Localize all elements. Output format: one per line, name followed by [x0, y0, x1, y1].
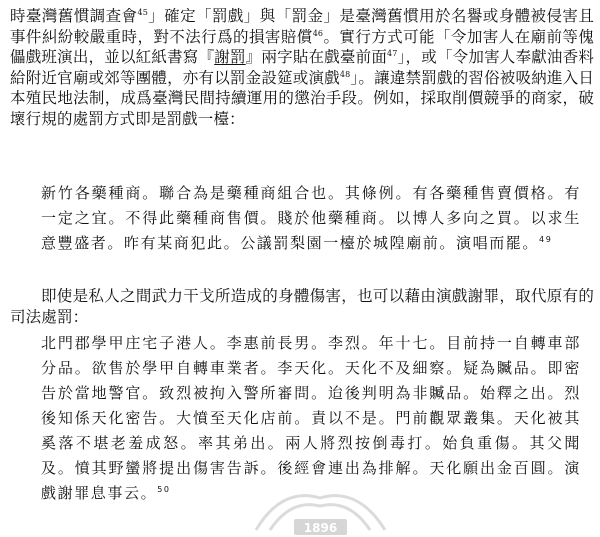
paragraph-text: 時臺灣舊慣調查會: [10, 7, 138, 25]
footnote-marker: 45: [137, 7, 148, 17]
paragraph-text: 。實行方式可能「令加害人在廟前等傀儡戲班演出，並以紅紙書寫『: [10, 27, 594, 66]
paragraph-text: 」。讓違禁罰戲的習俗被吸納進入日本殖民地法制，成爲臺灣民間持續運用的懲治手段。例如，採取削價競爭的商家，破壞行規的處罰方式即是罰戲一檯：: [10, 68, 594, 128]
footnote-marker: 47: [387, 48, 398, 58]
footnote-marker: 50: [157, 485, 171, 494]
footnote-marker: 46: [312, 28, 324, 38]
quote-text: 新竹各藥種商。聯合為是藥種商組合也。其條例。有各藥種售賣價格。有一定之宜。不得此藥種商售價。賤於他藥種商。以博人多向之買。以求生意豐盛者。昨有某商犯此。公議罰梨園一檯於城隍廟前。演唱而罷。: [41, 184, 581, 252]
quote-text: 北門郡學甲庄宅子港人。李惠前長男。李烈。年十七。目前持一自轉車部分品。欲售於學甲自轉車業者。李天化。天化不及細察。疑為贓品。即密告於當地警官。致烈被拘入警所審問。迨後判明為非贓品。始釋之出。烈後知係天化密告。大憤至天化店前。責以不是。門前觀眾叢集。天化被其奚落不堪老羞成怒。率其弟出。兩人將烈按倒毒打。始負重傷。其父聞及。憤其野蠻將提出傷害告訴。後經會連出為排解。天化願出金百圓。演戲謝罪息事云。: [41, 334, 581, 502]
university-logo-watermark: [248, 490, 393, 537]
block-quote-2: [41, 331, 581, 506]
paragraph-text: 」，或「令加害人奉獻油香料給附近官廟或郊等團體，亦有以罰金設筵或演戲: [10, 48, 595, 87]
footnote-marker: 48: [339, 69, 351, 79]
body-paragraph-1: [10, 6, 594, 129]
paragraph-text: 謝罰: [214, 48, 246, 66]
footnote-marker: 49: [539, 235, 553, 244]
block-quote-1: [41, 181, 581, 256]
paragraph-text: 」確定「罰戲」與「罰金」是臺灣舊慣用於名譽或身體被侵害且事件糾紛較嚴重時，對不法行爲的損害賠償: [10, 7, 595, 46]
body-paragraph-2: 即使是私人之間武力干戈所造成的身體傷害，也可以藉由演戲謝罪，取代原有的司法處罰：: [10, 287, 594, 326]
logo-year: 1896: [303, 521, 338, 535]
paragraph-text: 』兩字貼在戲臺前面: [245, 48, 388, 66]
